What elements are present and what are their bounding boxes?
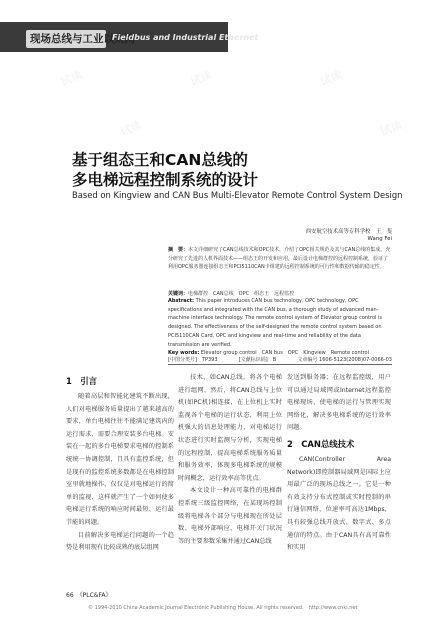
abstract-en-label: Abstract: — [168, 298, 195, 304]
banner-en-text: Fieldbus and Industrial Ethernet — [112, 33, 259, 42]
page-title-line2: 多电梯远程控制系统的设计 — [72, 171, 259, 189]
paragraph: 目前解决多电梯运行问题的一个趋势是利用现有比较成熟的底层组网 — [66, 531, 174, 552]
author-name-en: Wang Fei — [367, 236, 392, 242]
abstract-en — [168, 297, 392, 349]
body-column-1 — [66, 372, 174, 555]
abstract-cn-text: 本文详细研究了CAN总线技术和OPC技术，介绍了OPC相关规范及其与CAN总线的集成。充分研究了先进的人机界面技术——组态王的开发和应用，最后设计电梯群控的远程控制系统，验证了利用OPC服务器连接组态王和PCI5110CAN卡组建的远程控制系统的可行性和数据传输的稳定性。 — [168, 247, 391, 271]
abstract-en-text: This paper introduces CAN bus technology, OPC technology, OPC specifications and integrated with the CAN bus, a thorough study of advanced man-machine interface technology. The remote control system of Elevator group control is designed. The effectiveness of the self-designed the remote control system based on PCI5110CAN Card, OPC and kingview and real-time and reliability of the data transmission are verified. — [168, 298, 382, 348]
abstract-cn-label: 摘 要： — [168, 247, 189, 253]
abstract-cn — [168, 246, 392, 272]
page-title-line1: 基于组态王和CAN总线的 — [72, 151, 248, 169]
section-heading: 2 CAN总线技术 — [287, 438, 355, 449]
divider — [168, 364, 392, 365]
body-column-3 — [287, 372, 391, 555]
article-number: 文章编号 1606-5123(2008)07-0066-03 — [297, 357, 392, 363]
page-title-en: Based on Kingview and CAN Bus Multi-Elevator Remote Control System Design — [72, 190, 403, 200]
banner-cn-text: 现场总线与工业以太网 — [30, 33, 135, 45]
watermark: 试读 — [58, 68, 84, 89]
watermark: 试读 — [188, 68, 214, 89]
keywords-cn-label: 关键词： — [168, 291, 189, 297]
classification-line — [168, 356, 392, 363]
paragraph: 本文设计一种高可靠性的电梯群控系统三级监控网络，在某现场控制级将电梯各个部分与电梯现在所处层数、电梯外部响应、电梯开关门状况等的主要参数采集并通过CAN总线 — [178, 487, 282, 545]
watermark: 试读 — [378, 118, 404, 139]
document-code: [文献标识码] B — [238, 357, 277, 363]
watermark: 试读 — [318, 68, 344, 89]
paragraph: CAN(Controller Area Network)即控制器局域网是国际上应用最广泛的现场总线之一。它是一种有效支持分布式控制或实时控制的串行通信网络，位速率可高达1Mbps，具有较强总线开放式、数字式、多点通信的特点。由于CAN具有高可靠性和实用 — [287, 455, 391, 552]
paragraph: 发送到服务器；在远程监控级，用户可以通过局域网或Internet远程监控电梯现场，使电梯的运行与管理实现网络化，解决多电梯系统的运行效率问题。 — [287, 374, 391, 432]
watermark: 试读 — [118, 118, 144, 139]
keywords-cn-text: 电梯群控 CAN总线 OPC 组态王 远程监控 — [188, 291, 295, 297]
author-affiliation: 西安航空技术高等专科学校 王 斐 — [305, 229, 392, 235]
keywords-en-text: Elevator group control CAN bus OPC Kingview Remote control — [200, 350, 369, 356]
page-number: 66 《PLC&FA》 — [66, 592, 112, 599]
section-heading: 1 引言 — [66, 376, 97, 386]
keywords-en-label: Key words: — [168, 350, 200, 356]
clc-number: [中图分类号] TP393 — [168, 357, 218, 363]
body-column-2 — [178, 372, 282, 548]
copyright-notice: © 1994-2010 China Academic Journal Electronic Publishing House. All rights reserved. http://www.cnki.net — [88, 605, 358, 611]
section-banner — [0, 22, 259, 52]
paragraph: 随着高层和智能化建筑不断出现，人们对电梯服务质量提出了越来越高的要求，单台电梯往往不能满足建筑内的运行需求，需要合理安装多台电梯。安装在一起的多台电梯要求电梯的控制系统统一协调控制，且具有监控系统，但是现有的监控系统多数都是在电梯控制室里就地操作，仅仅是对电梯运行的简单的监视，这样就产生了一个如何使多电梯运行系统的响应时间最短、运行最节能的问题。 — [66, 393, 174, 526]
paragraph: 技术，如CAN总线，将各个电梯进行组网，然后，将CAN总线与上位机(如PC机)相连接，在上位机上实时监视各个电梯的运行状态，利用上位机强大的信息处理能力，对电梯运行状态进行实时监测与分析，实现电梯的远程控制，提高电梯系统服务质量和服务效率，体现多电梯系统的规模时间概念，运行效率高等优点。 — [178, 374, 282, 482]
